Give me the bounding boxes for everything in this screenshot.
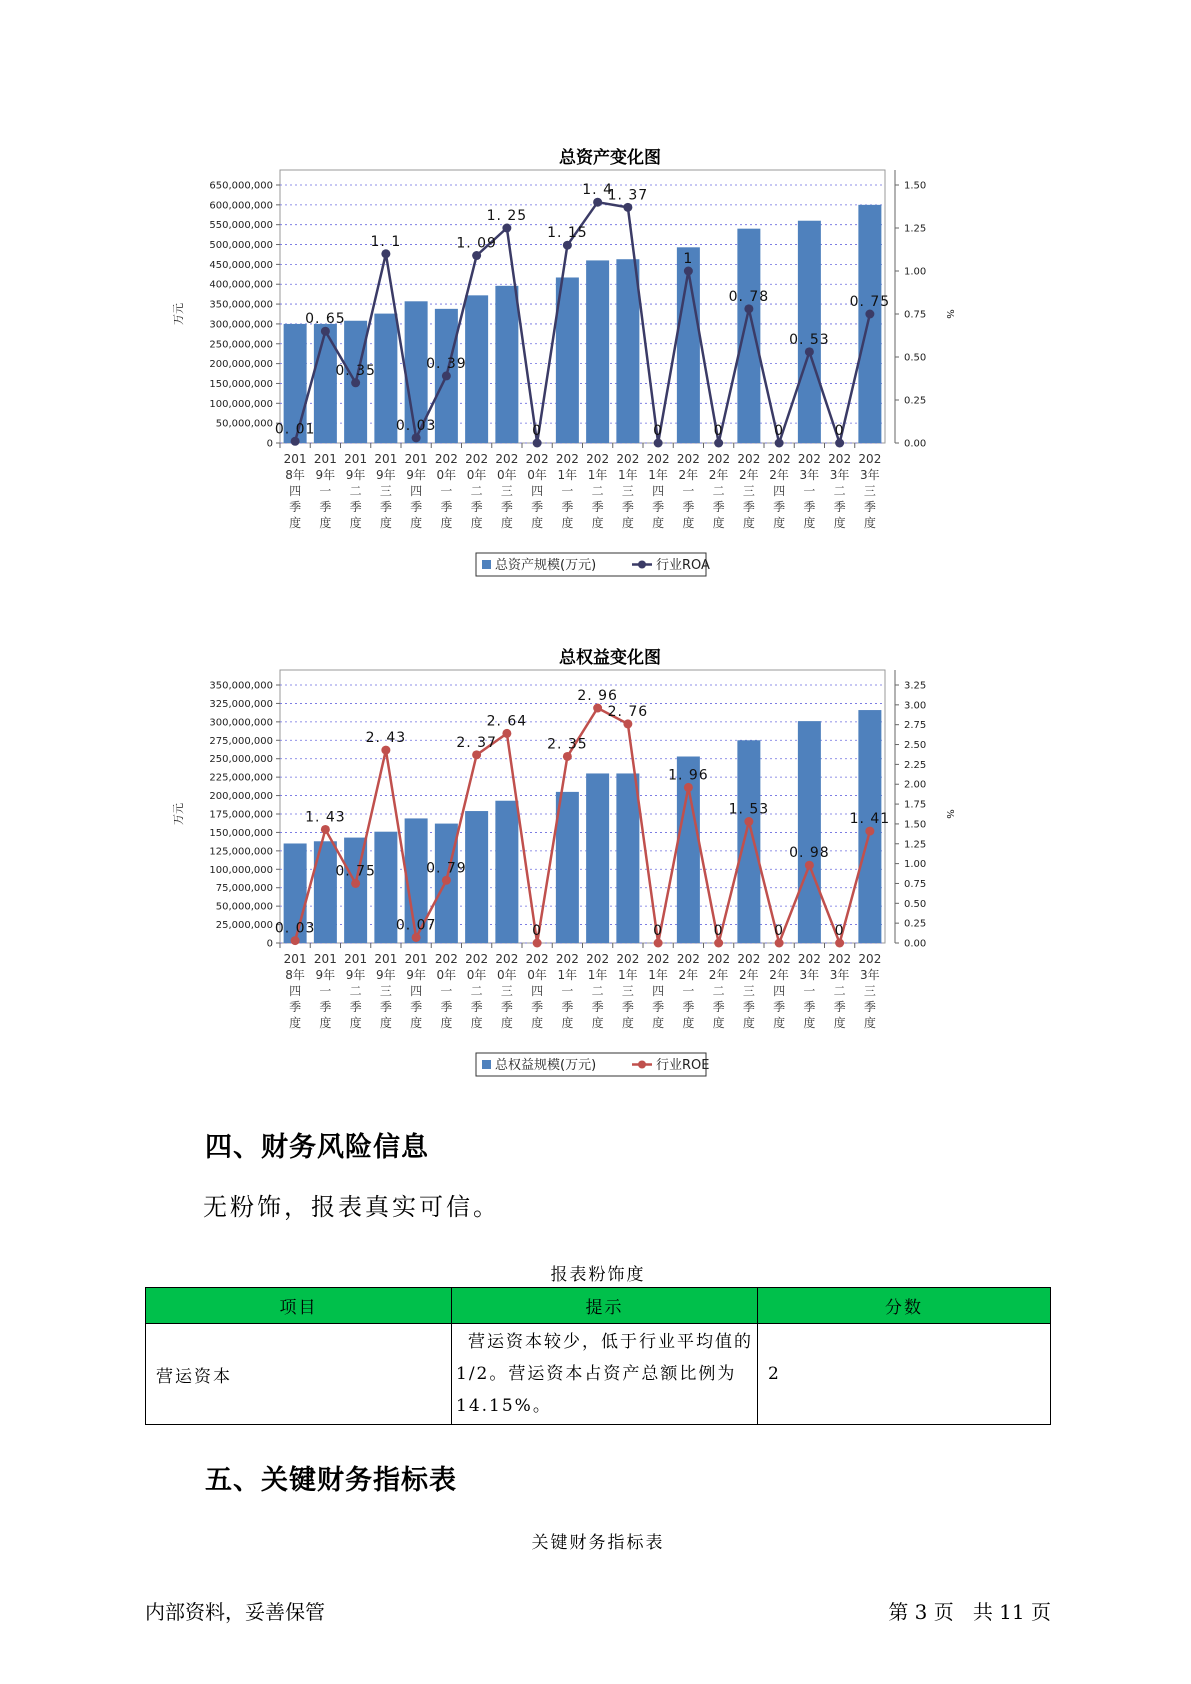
x-tick-label: 202 0年二季度 — [465, 452, 489, 530]
line-point — [775, 439, 784, 448]
line-point — [442, 876, 451, 885]
right-tick-label: 0.50 — [904, 898, 927, 910]
x-tick-label: 201 9年一季度 — [313, 452, 337, 530]
x-tick-label: 202 1年一季度 — [555, 452, 579, 530]
right-tick-label: 1.50 — [904, 819, 927, 831]
right-tick-label: 3.25 — [904, 680, 927, 692]
x-tick-label: 202 2年四季度 — [767, 452, 791, 530]
line-point — [563, 752, 572, 761]
data-label: 0 — [774, 923, 785, 939]
left-tick-label: 200,000,000 — [209, 791, 273, 803]
data-label: 1. 1 — [370, 233, 402, 250]
data-label: 2. 64 — [486, 713, 528, 730]
chart-title: 总资产变化图 — [559, 148, 661, 168]
data-label: 0 — [713, 923, 724, 939]
left-tick-label: 0 — [266, 938, 273, 950]
line-point — [593, 704, 602, 713]
bar — [495, 801, 518, 943]
x-tick-label: 202 0年一季度 — [434, 452, 458, 530]
left-tick-label: 150,000,000 — [209, 378, 273, 390]
line-point — [805, 861, 814, 870]
y2-axis-label: % — [944, 309, 955, 319]
x-tick-label: 201 8年四季度 — [283, 452, 307, 530]
data-label: 0. 53 — [789, 331, 830, 348]
data-label: 2. 35 — [547, 736, 588, 753]
right-tick-label: 0.50 — [904, 352, 927, 364]
bar — [586, 773, 609, 943]
data-label: 1. 09 — [456, 235, 497, 252]
line-point — [865, 827, 874, 836]
financial-risk-text: 无粉饰，报表真实可信。 — [203, 1193, 500, 1221]
data-label: 0 — [532, 423, 543, 439]
left-tick-label: 600,000,000 — [209, 200, 273, 212]
cell-score: 2 — [758, 1324, 1051, 1425]
data-label: 0. 03 — [395, 417, 437, 434]
right-tick-label: 2.25 — [904, 759, 927, 771]
data-label: 0 — [653, 423, 664, 439]
line-point — [472, 750, 481, 759]
legend-bar-label: 总权益规模(万元) — [495, 1058, 597, 1073]
data-label: 0. 07 — [395, 917, 437, 934]
left-tick-label: 350,000,000 — [209, 299, 273, 311]
x-tick-label: 201 9年三季度 — [374, 952, 398, 1030]
x-tick-label: 201 9年四季度 — [404, 452, 428, 530]
line-point — [291, 437, 300, 446]
y-axis-label: 万元 — [172, 303, 185, 325]
line-point — [351, 378, 360, 387]
x-tick-label: 202 0年四季度 — [525, 952, 549, 1030]
data-label: 2. 96 — [577, 688, 618, 705]
left-tick-label: 50,000,000 — [215, 901, 273, 913]
legend-bar-swatch — [482, 1060, 491, 1069]
legend-bar-label: 总资产规模(万元) — [495, 558, 597, 573]
data-label: 0 — [774, 423, 785, 439]
line-point — [654, 439, 663, 448]
right-tick-label: 2.50 — [904, 740, 927, 752]
left-tick-label: 50,000,000 — [215, 418, 273, 430]
right-tick-label: 0.00 — [904, 938, 927, 950]
data-label: 1. 37 — [607, 187, 649, 204]
data-label: 1. 43 — [305, 809, 346, 826]
chart-svg — [170, 635, 1050, 1090]
cell-hint: 营运资本较少，低于行业平均值的1/2。营运资本占资产总额比例为14.15%。 — [452, 1324, 758, 1425]
left-tick-label: 250,000,000 — [209, 754, 273, 766]
right-tick-label: 1.75 — [904, 799, 927, 811]
line-point — [805, 347, 814, 356]
table-row — [146, 1324, 1051, 1425]
bar — [858, 205, 881, 443]
line-point — [442, 371, 451, 380]
line-point — [563, 241, 572, 250]
left-tick-label: 0 — [266, 438, 273, 450]
left-tick-label: 300,000,000 — [209, 319, 273, 331]
x-tick-label: 202 3年二季度 — [828, 452, 852, 530]
x-tick-label: 202 3年三季度 — [858, 952, 882, 1030]
x-tick-label: 202 2年一季度 — [676, 952, 700, 1030]
line-point — [321, 327, 330, 336]
right-tick-label: 2.75 — [904, 720, 927, 732]
table-caption: 报表粉饰度 — [550, 1265, 646, 1285]
left-tick-label: 325,000,000 — [209, 698, 273, 710]
x-tick-label: 202 0年四季度 — [525, 452, 549, 530]
line-point — [533, 939, 542, 948]
bar — [314, 324, 337, 443]
line-point — [381, 249, 390, 258]
data-label: 0. 75 — [849, 294, 891, 310]
x-tick-label: 201 9年一季度 — [313, 952, 337, 1030]
section-heading-key-indicators: 五、关键财务指标表 — [205, 1465, 457, 1496]
data-label: 0. 78 — [728, 288, 770, 305]
left-tick-label: 250,000,000 — [209, 339, 273, 351]
left-tick-label: 350,000,000 — [209, 680, 273, 692]
data-label: 0 — [834, 923, 845, 939]
line-point — [381, 746, 390, 755]
data-label: 1. 96 — [668, 767, 709, 784]
left-tick-label: 150,000,000 — [209, 827, 273, 839]
line-point — [412, 933, 421, 942]
right-tick-label: 1.50 — [904, 180, 927, 192]
bar — [465, 295, 488, 443]
left-tick-label: 225,000,000 — [209, 772, 273, 784]
x-tick-label: 202 2年三季度 — [737, 452, 761, 530]
x-tick-label: 202 2年二季度 — [707, 952, 731, 1030]
data-label: 1. 53 — [728, 801, 770, 818]
header-hint: 提示 — [452, 1288, 758, 1324]
data-label: 0. 98 — [789, 845, 830, 862]
x-tick-label: 201 8年四季度 — [283, 952, 307, 1030]
bar — [465, 811, 488, 943]
x-tick-label: 201 9年二季度 — [344, 452, 368, 530]
line-point — [412, 433, 421, 442]
bar — [374, 832, 397, 943]
left-tick-label: 650,000,000 — [209, 180, 273, 192]
bar — [616, 259, 639, 443]
footer-left: 内部资料，妥善保管 — [145, 1600, 325, 1624]
line-point — [623, 203, 632, 212]
x-tick-label: 202 1年三季度 — [616, 952, 640, 1030]
x-tick-label: 202 2年二季度 — [707, 452, 731, 530]
x-tick-label: 201 9年二季度 — [344, 952, 368, 1030]
data-label: 0 — [834, 423, 845, 439]
chart-svg — [170, 135, 1050, 590]
data-label: 0. 03 — [274, 920, 316, 937]
footer-right: 第 3 页 共 11 页 — [888, 1600, 1051, 1624]
right-tick-label: 1.00 — [904, 859, 927, 871]
header-score: 分数 — [758, 1288, 1051, 1324]
line-point — [533, 439, 542, 448]
data-label: 0 — [713, 423, 724, 439]
y-axis-label: 万元 — [172, 803, 185, 825]
line-point — [593, 198, 602, 207]
bar — [737, 740, 760, 943]
left-tick-label: 500,000,000 — [209, 240, 273, 252]
data-label: 0. 79 — [426, 860, 467, 877]
x-tick-label: 202 2年一季度 — [676, 452, 700, 530]
x-tick-label: 202 3年一季度 — [797, 452, 821, 530]
right-tick-label: 3.00 — [904, 700, 927, 712]
right-tick-label: 0.25 — [904, 395, 927, 407]
line-point — [623, 719, 632, 728]
left-tick-label: 275,000,000 — [209, 735, 273, 747]
bar — [737, 229, 760, 443]
data-label: 0. 75 — [335, 863, 376, 880]
table-caption: 关键财务指标表 — [531, 1533, 665, 1553]
line-point — [321, 825, 330, 834]
x-tick-label: 202 0年一季度 — [434, 952, 458, 1030]
bar — [556, 792, 579, 943]
left-tick-label: 200,000,000 — [209, 359, 273, 371]
x-tick-label: 202 3年一季度 — [797, 952, 821, 1030]
header-item: 项目 — [146, 1288, 452, 1324]
line-point — [291, 936, 300, 945]
right-tick-label: 0.75 — [904, 309, 927, 321]
legend-bar-swatch — [482, 560, 491, 569]
line-point — [744, 304, 753, 313]
table-header-row — [146, 1288, 1051, 1324]
total-equity-chart — [170, 635, 1050, 1090]
data-label: 0. 01 — [274, 421, 316, 438]
left-tick-label: 175,000,000 — [209, 809, 273, 821]
right-tick-label: 0.00 — [904, 438, 927, 450]
x-tick-label: 202 1年四季度 — [646, 452, 670, 530]
data-label: 2. 76 — [607, 703, 649, 720]
data-label: 0. 35 — [335, 362, 376, 379]
line-point — [684, 783, 693, 792]
bar — [586, 260, 609, 443]
legend-line-label: 行业ROE — [656, 1058, 710, 1073]
right-tick-label: 2.00 — [904, 779, 927, 791]
line-point — [744, 817, 753, 826]
x-tick-label: 202 1年二季度 — [586, 452, 610, 530]
data-label: 0. 65 — [305, 311, 346, 328]
right-tick-label: 1.00 — [904, 266, 927, 278]
total-assets-chart — [170, 135, 1050, 590]
y2-axis-label: % — [944, 809, 955, 819]
data-label: 0 — [532, 923, 543, 939]
left-tick-label: 75,000,000 — [215, 883, 273, 895]
plot-border — [280, 170, 885, 443]
section-heading-financial-risk: 四、财务风险信息 — [205, 1132, 429, 1163]
data-label: 1. 15 — [547, 225, 588, 242]
line-point — [654, 939, 663, 948]
line-point — [351, 879, 360, 888]
cell-item: 营运资本 — [146, 1324, 452, 1425]
x-tick-label: 202 3年三季度 — [858, 452, 882, 530]
legend-line-marker — [638, 561, 646, 569]
line-point — [502, 224, 511, 233]
bar — [374, 314, 397, 443]
data-label: 0. 39 — [426, 355, 467, 372]
bar — [616, 773, 639, 943]
data-label: 2. 37 — [456, 734, 497, 751]
data-label: 1. 4 — [582, 182, 613, 199]
data-label: 2. 43 — [365, 730, 407, 747]
x-tick-label: 202 2年三季度 — [737, 952, 761, 1030]
x-tick-label: 202 1年四季度 — [646, 952, 670, 1030]
line-point — [835, 439, 844, 448]
legend — [476, 553, 710, 576]
legend — [476, 1053, 709, 1076]
data-label: 1. 41 — [849, 811, 891, 828]
left-tick-label: 100,000,000 — [209, 398, 273, 410]
right-tick-label: 0.25 — [904, 918, 927, 930]
left-tick-label: 450,000,000 — [209, 259, 273, 271]
left-tick-label: 125,000,000 — [209, 846, 273, 858]
whitewash-table — [145, 1287, 1051, 1425]
x-tick-label: 202 1年一季度 — [555, 952, 579, 1030]
x-tick-label: 202 3年二季度 — [828, 952, 852, 1030]
right-tick-label: 1.25 — [904, 839, 927, 851]
line-point — [865, 310, 874, 319]
line-point — [472, 251, 481, 260]
chart-title: 总权益变化图 — [559, 648, 661, 668]
line-point — [714, 439, 723, 448]
line-point — [775, 939, 784, 948]
left-tick-label: 25,000,000 — [215, 920, 273, 932]
data-label: 0 — [653, 923, 664, 939]
line-point — [684, 267, 693, 276]
legend-line-marker — [638, 1061, 646, 1069]
right-tick-label: 1.25 — [904, 223, 927, 235]
line-point — [835, 939, 844, 948]
data-label: 1 — [683, 251, 694, 267]
x-tick-label: 202 1年二季度 — [586, 952, 610, 1030]
right-tick-label: 0.75 — [904, 878, 927, 890]
x-tick-label: 201 9年三季度 — [374, 452, 398, 530]
left-tick-label: 400,000,000 — [209, 279, 273, 291]
x-tick-label: 202 0年三季度 — [495, 952, 519, 1030]
left-tick-label: 300,000,000 — [209, 717, 273, 729]
left-tick-label: 100,000,000 — [209, 864, 273, 876]
legend-line-label: 行业ROA — [656, 558, 710, 573]
x-tick-label: 201 9年四季度 — [404, 952, 428, 1030]
x-tick-label: 202 0年三季度 — [495, 452, 519, 530]
x-tick-label: 202 0年二季度 — [465, 952, 489, 1030]
data-label: 1. 25 — [486, 208, 528, 224]
x-tick-label: 202 2年四季度 — [767, 952, 791, 1030]
x-tick-label: 202 1年三季度 — [616, 452, 640, 530]
line-point — [502, 729, 511, 738]
left-tick-label: 550,000,000 — [209, 220, 273, 232]
bar — [798, 721, 821, 943]
line-point — [714, 939, 723, 948]
bar — [495, 286, 518, 443]
